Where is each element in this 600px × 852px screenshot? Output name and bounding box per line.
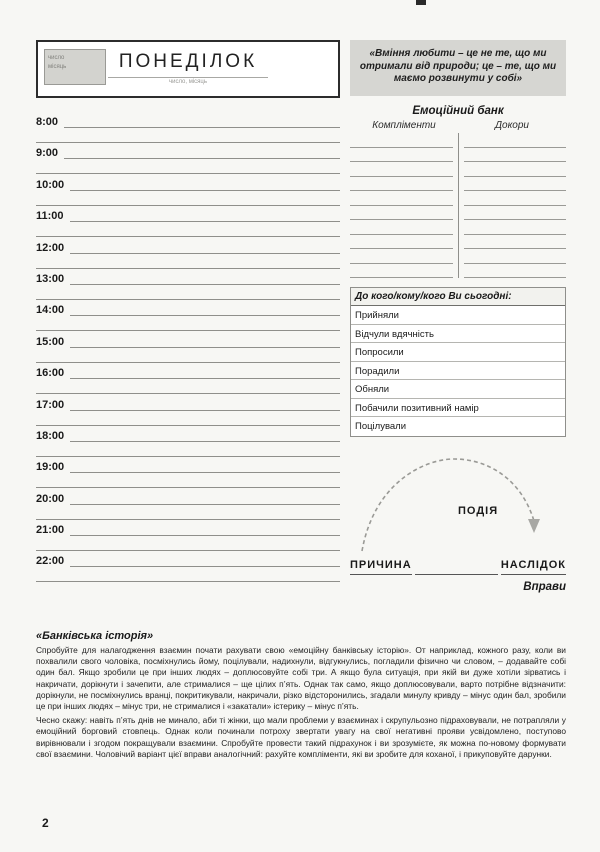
- writing-line: [464, 206, 567, 221]
- writing-line: [36, 379, 340, 394]
- writing-line: [350, 191, 453, 206]
- writing-line: [70, 253, 340, 254]
- writing-line: [70, 315, 340, 316]
- emotional-bank-body: [350, 133, 566, 278]
- time-slot: [36, 426, 340, 457]
- writing-line: [464, 249, 567, 264]
- writing-line: [350, 133, 453, 148]
- writing-line: [36, 285, 340, 300]
- time-slot: [36, 269, 340, 300]
- story-paragraph-1: Спробуйте для налагодження взаємин почати рахувати свою «емоційну банківську історію». От наприклад, кожного разу, коли ви похвалили свого чоловіка, посміхнулись йому, поцілували, надихнули, відгукнулись, погладили фізично чи словом, – додавайте собі один бал. Якщо зробили це при інших людях – доплюсовуйте собі три. А якщо була ситуація, при якій ви дуже хотіли зірватись і накричати, дорікнути і зачепити, але стрималися – ще цілих п’ять. Однак так само, якщо доплюсовували, варто потрібне відзначити: дорікнули, не посміхнулись вранці, покритикували, накричали, різко відсторонились, згадали минулу кривду – мінус один бал, зробили це при інших людях – мінус три, не стрималися і «закатали» істерику – мінус п’ять.: [36, 645, 566, 712]
- event-arc: [350, 449, 566, 557]
- consequence-label: НАСЛІДОК: [501, 559, 566, 575]
- writing-line: [64, 127, 340, 128]
- time-label: 11:00: [36, 210, 64, 223]
- time-label: 8:00: [36, 116, 59, 128]
- time-slot: [36, 395, 340, 426]
- today-actions-table: [350, 287, 566, 437]
- time-slot: [36, 457, 340, 488]
- arrowhead-down-icon: [528, 519, 540, 533]
- time-label: 17:00: [36, 398, 65, 411]
- action-row: Порадили: [351, 362, 565, 381]
- writing-line: [70, 190, 340, 191]
- writing-line: [36, 159, 340, 174]
- action-row: Побачили позитивний намір: [351, 399, 565, 418]
- writing-line: [64, 158, 340, 159]
- writing-line: [36, 505, 340, 520]
- exercises-column: [350, 40, 566, 593]
- writing-line: [70, 535, 340, 536]
- writing-line: [36, 567, 340, 582]
- column-divider: [458, 133, 459, 278]
- bank-story-section: [36, 630, 566, 763]
- time-label: 19:00: [36, 461, 65, 474]
- writing-line: [70, 441, 340, 442]
- connector-line: [415, 561, 498, 575]
- writing-line: [70, 221, 340, 222]
- time-label: 16:00: [36, 367, 65, 380]
- writing-line: [464, 177, 567, 192]
- date-field: [44, 49, 106, 85]
- date-field-label-2: місяць: [48, 64, 67, 70]
- time-slot: [36, 363, 340, 394]
- reproaches-column-header: Докори: [494, 120, 529, 131]
- action-row: Прийняли: [351, 306, 565, 325]
- reproaches-column: [464, 133, 567, 278]
- compliments-column: [350, 133, 453, 278]
- time-label: 18:00: [36, 429, 65, 442]
- story-title: «Банківська історія»: [36, 630, 154, 642]
- writing-line: [464, 133, 567, 148]
- time-label: 10:00: [36, 178, 65, 191]
- cause-label: ПРИЧИНА: [350, 559, 412, 575]
- writing-line: [36, 411, 340, 426]
- time-slot: [36, 520, 340, 551]
- writing-line: [350, 162, 453, 177]
- time-label: 13:00: [36, 272, 65, 285]
- writing-line: [350, 249, 453, 264]
- today-actions-title: До кого/кому/кого Ви сьогодні:: [351, 288, 565, 306]
- day-subtitle: число, місяць: [108, 77, 268, 85]
- event-cause-effect-diagram: [350, 449, 566, 557]
- day-planner-column: [36, 40, 340, 583]
- compliments-column-header: Компліменти: [372, 120, 436, 131]
- action-row: Поцілували: [355, 421, 407, 432]
- time-label: 20:00: [36, 492, 65, 505]
- writing-line: [70, 378, 340, 379]
- writing-line: [70, 566, 340, 567]
- action-row: Попросили: [351, 343, 565, 362]
- writing-line: [350, 206, 453, 221]
- cause-effect-row: [350, 559, 566, 575]
- emotional-bank-headers: [350, 120, 566, 131]
- writing-line: [464, 220, 567, 235]
- writing-line: [350, 220, 453, 235]
- time-slot: [36, 551, 340, 582]
- time-label: 21:00: [36, 524, 65, 537]
- time-slot: [36, 206, 340, 237]
- time-slot: [36, 175, 340, 206]
- event-label: ПОДІЯ: [458, 504, 499, 517]
- writing-line: [70, 504, 340, 505]
- time-label: 14:00: [36, 304, 65, 317]
- time-slot: [36, 489, 340, 520]
- writing-line: [36, 536, 340, 551]
- writing-line: [464, 148, 567, 163]
- writing-line: [36, 316, 340, 331]
- exercises-label: Вправи: [523, 580, 566, 593]
- writing-line: [464, 235, 567, 250]
- action-row: Обняли: [351, 380, 565, 399]
- writing-line: [70, 284, 340, 285]
- time-slot: [36, 112, 340, 143]
- writing-line: [350, 148, 453, 163]
- writing-line: [350, 235, 453, 250]
- writing-line: [464, 264, 567, 279]
- writing-line: [70, 410, 340, 411]
- hourly-schedule: [36, 112, 340, 583]
- emotional-bank-title: Емоційний банк: [412, 105, 504, 117]
- time-label: 12:00: [36, 241, 65, 254]
- writing-line: [36, 254, 340, 269]
- time-slot: [36, 332, 340, 363]
- time-label: 15:00: [36, 335, 65, 348]
- writing-line: [36, 128, 340, 143]
- writing-line: [36, 442, 340, 457]
- writing-line: [464, 162, 567, 177]
- writing-line: [350, 264, 453, 279]
- writing-line: [350, 177, 453, 192]
- time-label: 9:00: [36, 147, 59, 160]
- writing-line: [36, 348, 340, 363]
- writing-line: [36, 473, 340, 488]
- writing-line: [36, 222, 340, 237]
- writing-line: [464, 191, 567, 206]
- scan-artifact: [416, 0, 426, 5]
- writing-line: [36, 191, 340, 206]
- date-field-label-1: число: [48, 55, 65, 61]
- quote-box: «Вміння любити – це не те, що ми отримали від природи; це – те, що ми маємо розвинути у собі»: [350, 40, 566, 96]
- writing-line: [70, 347, 340, 348]
- page-number: 2: [42, 816, 49, 830]
- time-slot: [36, 238, 340, 269]
- action-row: Відчули вдячність: [351, 325, 565, 344]
- time-slot: [36, 300, 340, 331]
- story-paragraph-2: Чесно скажу: навіть п’ять днів не минало, аби ті жінки, що мали проблеми у взаєминах і скрупульозно підраховували, не потрапляли у емоційний борговий стовпець. Однак коли починали потроху звертати увагу на свої негативні прояви усвідомлено, поступово вирівнювали і згодом покращували взаємини. Спробуйте провести такий підрахунок і ви зрозумієте, як можна по-новому формувати свої взаємини. Чоловічий варіант цієї вправи аналогічний: рахуйте компліменти, які ви зробите для коханої, і прикуповуйте дарунки.: [36, 715, 566, 759]
- time-label: 22:00: [36, 555, 65, 568]
- day-header-box: [36, 40, 340, 98]
- time-slot: [36, 143, 340, 174]
- writing-line: [70, 472, 340, 473]
- day-title: ПОНЕДІЛОК: [118, 51, 258, 72]
